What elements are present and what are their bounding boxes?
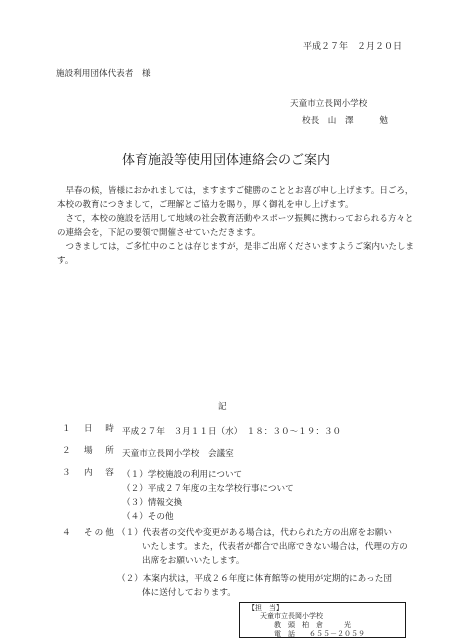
item-number: ２ bbox=[62, 446, 71, 456]
note-2-line-2: 体に送付しております。 bbox=[142, 588, 236, 598]
item-number: ４ bbox=[62, 528, 71, 538]
item-content bbox=[122, 424, 341, 440]
item-line: （２）平成２７年度の主な学校行事について bbox=[122, 484, 294, 494]
item-line: 平成２７年 ３月１１日（水） １８：３０〜１９：３０ bbox=[122, 427, 342, 437]
item-line: （１）学校施設の利用について bbox=[122, 470, 243, 480]
item-line: 天童市立長岡小学校 会議室 bbox=[122, 449, 234, 459]
item-label: 内 容 bbox=[84, 468, 116, 478]
ki-heading: 記 bbox=[218, 402, 227, 412]
item-content bbox=[122, 468, 294, 524]
body-paragraph-2: さて，本校の施設を活用して地域の社会教育活動やスポーツ振興に携わっておられる方々との連絡会を，下記の要領で開催させていただきます。 bbox=[57, 214, 414, 238]
contact-heading: 【担 当】 bbox=[248, 604, 283, 612]
contact-box bbox=[239, 602, 406, 638]
item-label: 場 所 bbox=[84, 446, 116, 456]
body-text bbox=[57, 184, 415, 268]
body-paragraph-1: 早春の候，皆様におかれましては，ますますご健勝のこととお喜び申し上げます。日ごろ，本校の教育につきまして，ご理解とご協力を賜り，厚く御礼を申し上げます。 bbox=[57, 186, 414, 210]
contact-phone: 電 話 ６５５－２０５９ bbox=[274, 630, 365, 638]
note-2-line-1: （２）本案内状は，平成２６年度に体育館等の使用が定期的にあった団 bbox=[117, 574, 392, 584]
item-line: （４）その他 bbox=[122, 512, 174, 522]
item-line: （３）情報交換 bbox=[122, 498, 183, 508]
sender-organization: 天童市立長岡小学校 bbox=[290, 99, 368, 109]
item-content bbox=[122, 446, 234, 462]
body-paragraph-3: つきましては，ご多忙中のことは存じますが，是非ご出席くださいますようご案内いたします。 bbox=[57, 242, 415, 266]
contact-school: 天童市立長岡小学校 bbox=[260, 612, 323, 620]
note-1-line-1: （１）代表者の交代や変更がある場合は，代わられた方の出席をお願い bbox=[117, 528, 393, 538]
sender-name: 校長 山 澤 勉 bbox=[302, 116, 388, 126]
addressee: 施設利用団体代表者 様 bbox=[56, 69, 151, 79]
item-number: １ bbox=[62, 424, 71, 434]
document-title: 体育施設等使用団体連絡会のご案内 bbox=[121, 153, 330, 168]
contact-person: 教 頭 柏 倉 光 bbox=[274, 621, 351, 629]
item-label: 日 時 bbox=[84, 424, 116, 434]
item-number: ３ bbox=[62, 468, 71, 478]
note-1-line-3: 出席をお願いいたします。 bbox=[142, 556, 245, 566]
document-date: 平成２７年 ２月２０日 bbox=[302, 42, 402, 52]
item-label: その他 bbox=[84, 528, 116, 538]
note-1-line-2: いたします。また，代表者が都合で出席できない場合は，代理の方の bbox=[142, 542, 408, 552]
